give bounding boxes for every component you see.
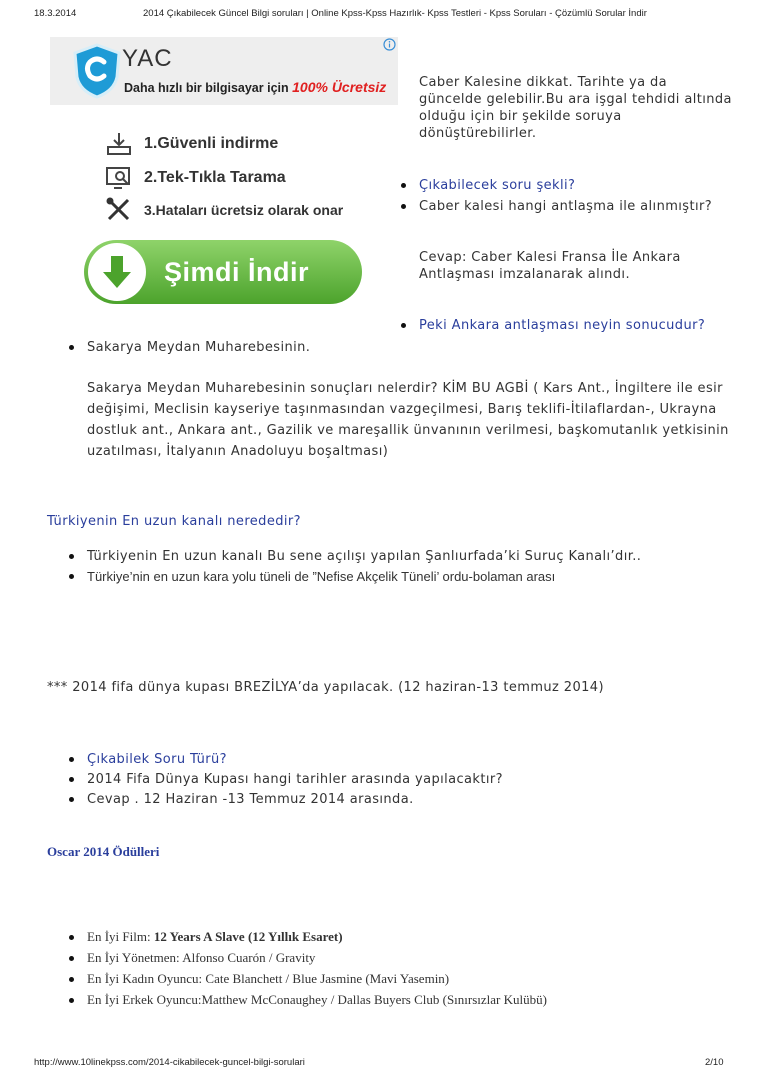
bullet-icon (69, 956, 74, 961)
bullet-icon (69, 554, 74, 559)
ad-step-repair: 3.Hataları ücretsiz olarak onar (104, 197, 343, 223)
bullet-icon (401, 183, 406, 188)
bullet-icon (69, 757, 74, 762)
oscar-best-actress: En İyi Kadın Oyuncu: Cate Blanchett / Blue Jasmine (Mavi Yasemin) (87, 971, 450, 986)
kanal-heading-link[interactable]: Türkiyenin En uzun kanalı nerededir? (47, 514, 301, 529)
caber-question: Caber kalesi hangi antlaşma ile alınmıştır? (419, 199, 713, 214)
bullet-icon (401, 323, 406, 328)
bullet-icon (69, 345, 74, 350)
sakarya-paragraph: Sakarya Meydan Muharebesinin sonuçları nelerdir? KİM BU AGBİ ( Kars Ant., İngiltere ile esir değişimi, Meclisin kayseriye taşınmasından vazgeçilmesi, Barış teklifi-İtilaflardan-, Ukrayna dostluk ant., Ankara ant., Gazilik ve mareşallik ünvanının verilmesi, başkomutanlık yetkisinin uzatılması, İtalyanın Anadoluyu boşaltması) (87, 381, 729, 459)
ad-brand: YAC (122, 45, 173, 72)
bullet-icon (69, 977, 74, 982)
page-title: 2014 Çıkabilecek Güncel Bilgi soruları | Online Kpss-Kpss Hazırlık- Kpss Testleri - Kpss Soruları - Çözümlü Sorular İndir (143, 8, 647, 19)
caber-paragraph: Caber Kalesine dikkat. Tarihte ya da güncelde gelebilir.Bu ara işgal tehdidi altında olduğu için bir şekilde soruya dönüştürebilirler. (419, 75, 732, 141)
ad-banner[interactable] (50, 37, 398, 307)
oscar-heading-link[interactable]: Oscar 2014 Ödülleri (47, 844, 160, 859)
soru-sekli-link[interactable]: Çıkabilecek soru şekli? (419, 178, 576, 193)
page-number: 2/10 (705, 1057, 724, 1068)
bullet-icon (69, 935, 74, 940)
kanal-item: Türkiyenin En uzun kanalı Bu sene açılışı yapılan Şanlıurfada’ki Suruç Kanalı’dır.. (87, 549, 642, 564)
oscar-best-actor: En İyi Erkek Oyuncu:Matthew McConaughey / Dallas Buyers Club (Sınırsızlar Kulübü) (87, 992, 547, 1007)
bullet-icon (69, 797, 74, 802)
monitor-scan-icon (104, 165, 134, 191)
download-arrow-icon (88, 243, 146, 301)
bullet-icon (69, 998, 74, 1003)
download-now-button[interactable]: Şimdi İndir (84, 240, 362, 304)
fifa-answer: Cevap . 12 Haziran -13 Temmuz 2014 arasında. (87, 792, 414, 807)
yac-shield-icon (72, 43, 122, 99)
bullet-icon (69, 574, 74, 579)
oscar-best-film: En İyi Film: 12 Years A Slave (12 Yıllık Esaret) (87, 929, 343, 944)
ad-tagline: Daha hızlı bir bilgisayar için 100% Ücretsiz (124, 79, 387, 95)
bullet-icon (401, 204, 406, 209)
caber-answer: Cevap: Caber Kalesi Fransa İle Ankara Antlaşması imzalanarak alındı. (419, 250, 681, 282)
download-icon (104, 131, 134, 157)
oscar-best-director: En İyi Yönetmen: Alfonso Cuarón / Gravity (87, 950, 316, 965)
ad-step-download: 1.Güvenli indirme (104, 131, 278, 157)
fifa-line: *** 2014 fifa dünya kupası BREZİLYA’da yapılacak. (12 haziran-13 temmuz 2014) (47, 680, 604, 695)
bullet-icon (69, 777, 74, 782)
footer-url[interactable]: http://www.10linekpss.com/2014-cikabilecek-guncel-bilgi-sorulari (34, 1057, 305, 1068)
ankara-question-link[interactable]: Peki Ankara antlaşması neyin sonucudur? (419, 318, 706, 333)
info-icon[interactable] (383, 38, 396, 51)
fifa-question: 2014 Fifa Dünya Kupası hangi tarihler arasında yapılacaktır? (87, 772, 503, 787)
tools-icon (104, 197, 134, 223)
ad-step-scan: 2.Tek-Tıkla Tarama (104, 165, 286, 191)
soru-turu-link[interactable]: Çıkabilek Soru Türü? (87, 752, 227, 767)
sakarya-bullet: Sakarya Meydan Muharebesinin. (87, 340, 311, 355)
tunel-item: Türkiye’nin en uzun kara yolu tüneli de ”Nefise Akçelik Tüneli’ ordu-bolaman arası (87, 569, 556, 584)
print-date: 18.3.2014 (34, 8, 77, 19)
